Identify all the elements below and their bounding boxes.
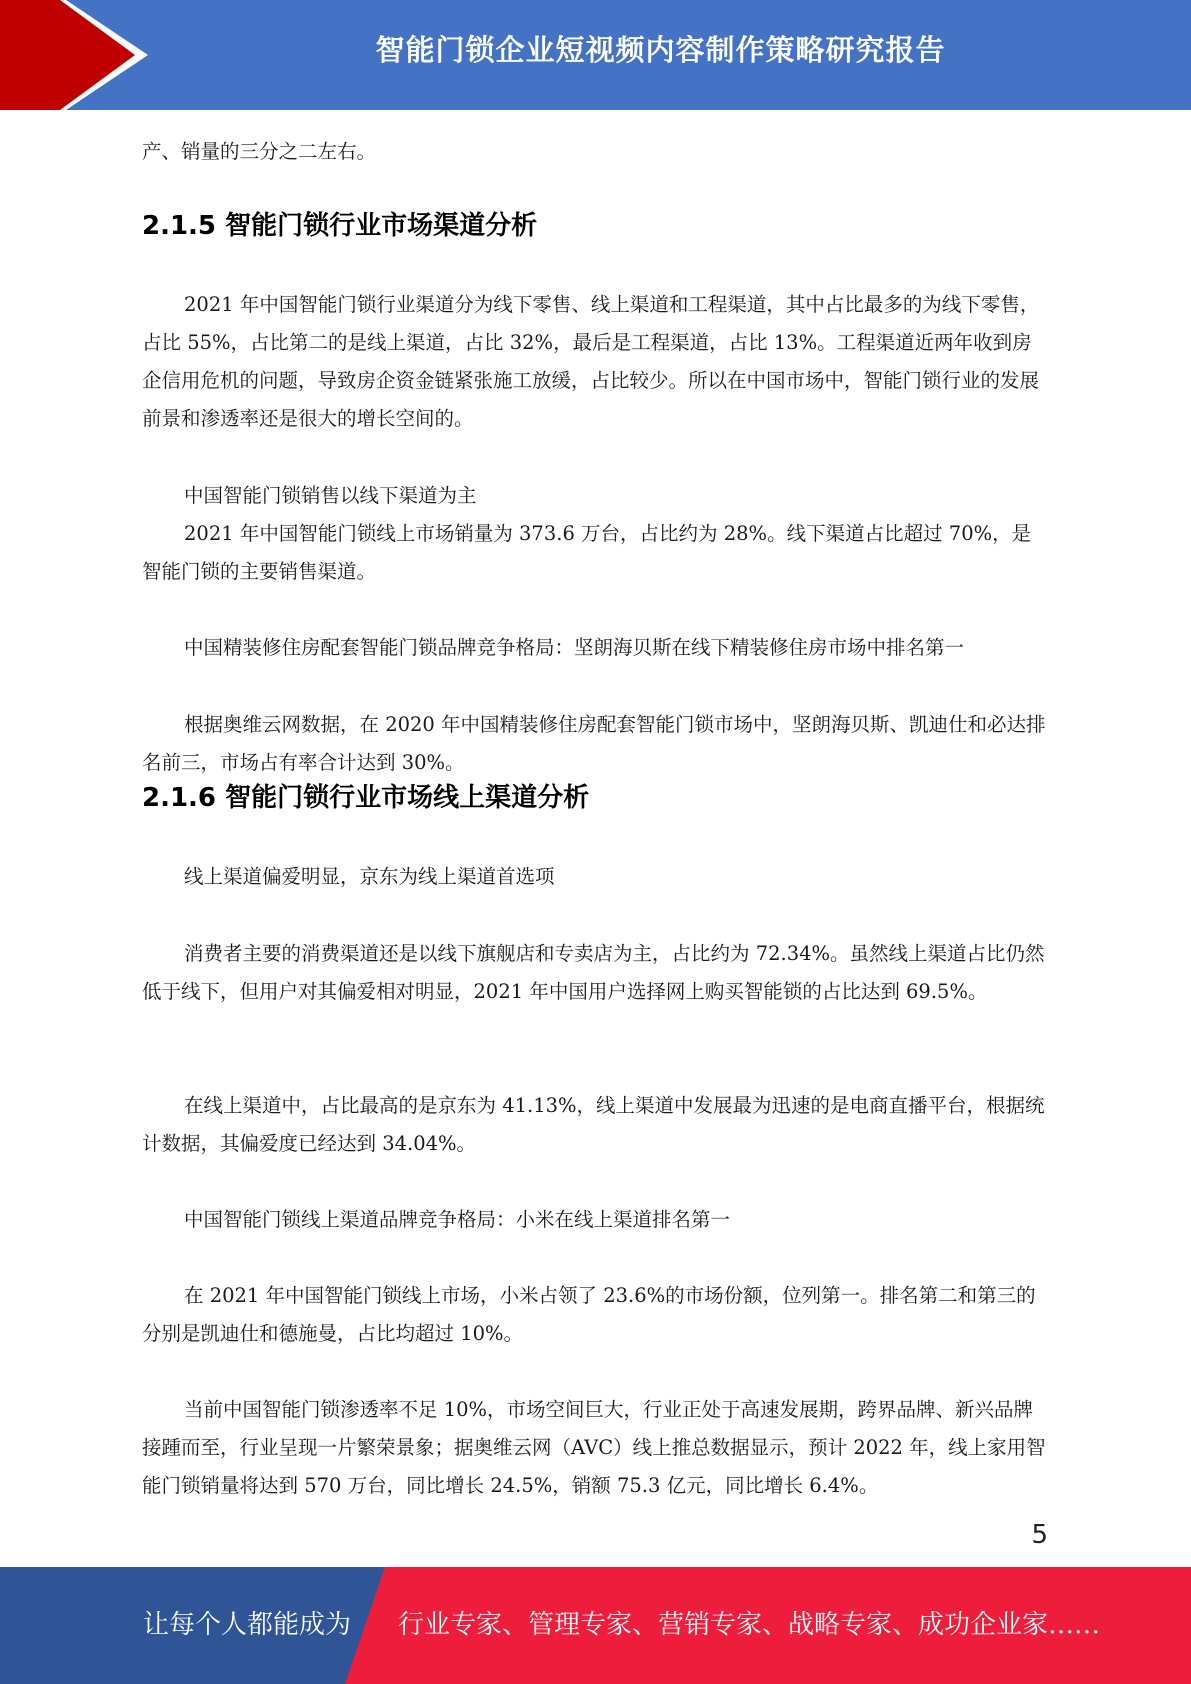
page-header	[0, 0, 1191, 110]
report-title: 智能门锁企业短视频内容制作策略研究报告	[375, 33, 946, 67]
paragraph: 中国精装修住房配套智能门锁品牌竞争格局：坚朗海贝斯在线下精装修住房市场中排名第一	[184, 636, 965, 659]
footer-slogan-left: 让每个人都能成为	[143, 1610, 352, 1640]
paragraph: 2021 年中国智能门锁行业渠道分为线下零售、线上渠道和工程渠道，其中占比最多的为线下零售，占比 55%，占比第二的是线上渠道，占比 32%，最后是工程渠道，占比 13%。工程渠道近两年收到房企信用危机的问题，导致房企资金链紧张施工放缓，占比较少。所以在中国市场中，智能门锁行业的发展前景和渗透率还是很大的增长空间的。	[142, 293, 1040, 430]
paragraph: 当前中国智能门锁渗透率不足 10%，市场空间巨大，行业正处于高速发展期，跨界品牌、新兴品牌接踵而至，行业呈现一片繁荣景象；据奥维云网（AVC）线上推总数据显示，预计 2022 年，线上家用智能门锁销量将达到 570 万台，同比增长 24.5%，销额 75.3 亿元，同比增长 6.4%。	[142, 1398, 1046, 1497]
paragraph: 中国智能门锁销售以线下渠道为主	[184, 484, 477, 507]
paragraph: 根据奥维云网数据，在 2020 年中国精装修住房配套智能门锁市场中，坚朗海贝斯、凯迪仕和必达排名前三，市场占有率合计达到 30%。	[142, 713, 1046, 774]
section-heading-2-1-6: 2.1.6 智能门锁行业市场线上渠道分析	[142, 783, 590, 813]
footer-slogan-right: 行业专家、管理专家、营销专家、战略专家、成功企业家……	[398, 1610, 1101, 1640]
paragraph: 在 2021 年中国智能门锁线上市场，小米占领了 23.6%的市场份额，位列第一。排名第二和第三的分别是凯迪仕和德施曼，占比均超过 10%。	[142, 1284, 1036, 1345]
paragraph: 消费者主要的消费渠道还是以线下旗舰店和专卖店为主，占比约为 72.34%。虽然线上渠道占比仍然低于线下，但用户对其偏爱相对明显，2021 年中国用户选择网上购买智能锁的占比达到 69.5%。	[142, 942, 1045, 1003]
paragraph: 中国智能门锁线上渠道品牌竞争格局：小米在线上渠道排名第一	[184, 1208, 731, 1231]
section-heading-2-1-5: 2.1.5 智能门锁行业市场渠道分析	[142, 211, 538, 241]
paragraph: 在线上渠道中，占比最高的是京东为 41.13%，线上渠道中发展最为迅速的是电商直播平台，根据统计数据，其偏爱度已经达到 34.04%。	[142, 1094, 1045, 1155]
paragraph: 产、销量的三分之二左右。	[142, 140, 377, 163]
page-number: 5	[1031, 1520, 1048, 1550]
paragraph: 2021 年中国智能门锁线上市场销量为 373.6 万台，占比约为 28%。线下渠道占比超过 70%，是智能门锁的主要销售渠道。	[142, 522, 1032, 583]
page-footer	[0, 1567, 1191, 1684]
paragraph: 线上渠道偏爱明显，京东为线上渠道首选项	[184, 865, 555, 888]
